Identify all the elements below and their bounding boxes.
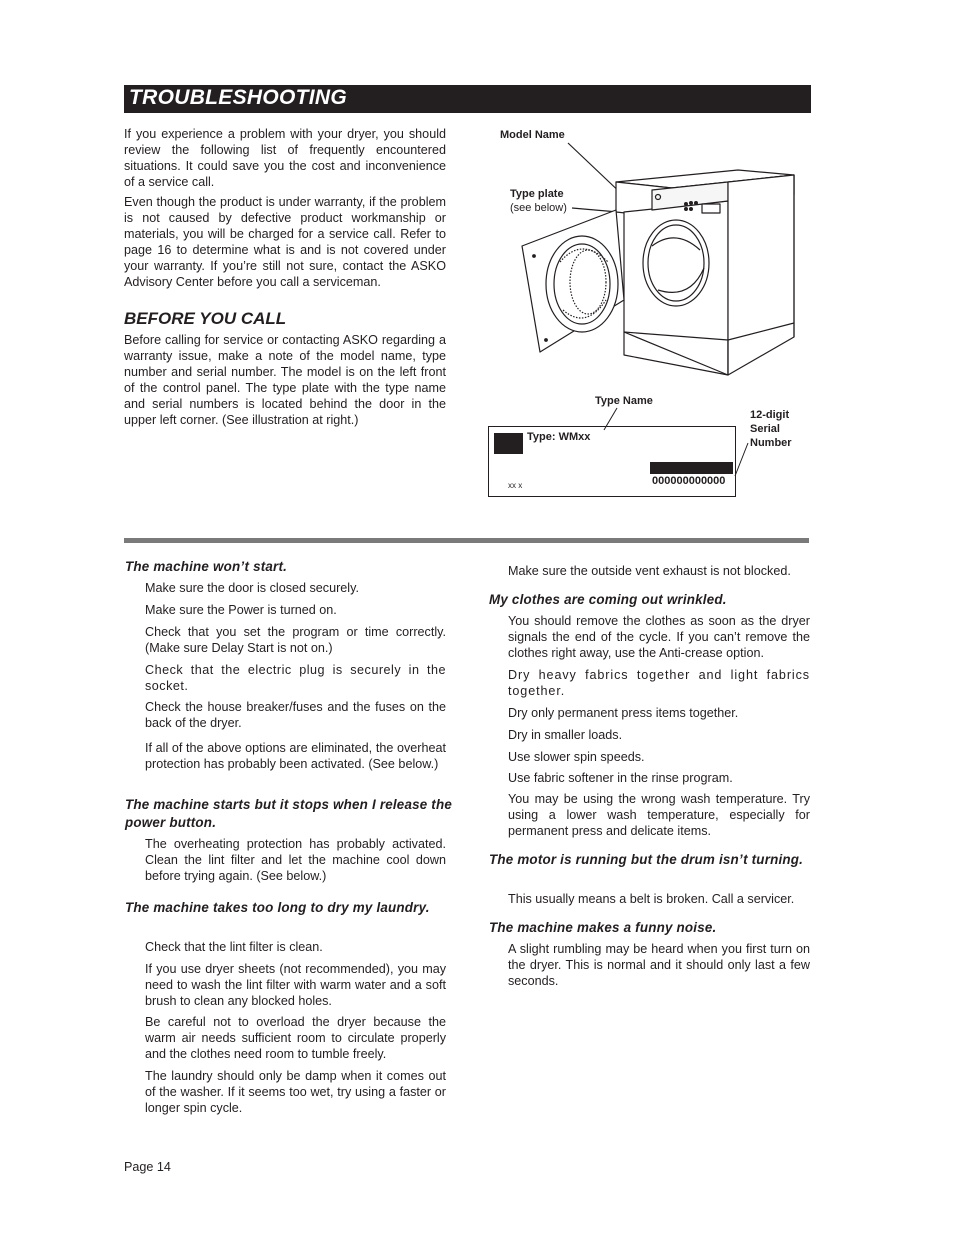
before-you-call-heading: BEFORE YOU CALL — [124, 309, 287, 328]
page-number: Page 14 — [124, 1160, 171, 1174]
list-item: Check that you set the program or time correctly. (Make sure Delay Start is not on.) — [145, 625, 446, 655]
heading-too-long: The machine takes too long to dry my laundry. — [125, 900, 430, 915]
dryer-illustration — [480, 120, 810, 390]
list-item: Use slower spin speeds. — [508, 750, 645, 764]
list-item: You may be using the wrong wash temperature. Try using a lower wash temperature, especially for permanent press and delicate items. — [508, 792, 810, 838]
heading-drum-not-turning: The motor is running but the drum isn’t turning. — [489, 852, 804, 867]
list-item: You should remove the clothes as soon as the dryer signals the end of the cycle. If you can’t remove the clothes right away, use the Anti-crease option. — [508, 614, 810, 660]
list-item: Check that the electric plug is securely in the socket. — [145, 663, 446, 693]
list-item: Dry in smaller loads. — [508, 728, 623, 742]
list-item: The laundry should only be damp when it comes out of the washer. If it seems too wet, try using a faster or longer spin cycle. — [145, 1069, 446, 1115]
title-bar — [124, 85, 811, 113]
model-name-label: Model Name — [500, 129, 565, 141]
intro-paragraph-2: Even though the product is under warranty, if the problem is not caused by defective product workmanship or materials, you will be charged for a service call. Refer to page 16 to determine what is and is not covered under your warranty. If you’re still not sure, contact the ASKO Advisory Center before you call a serviceman. — [124, 195, 446, 289]
list-item: Use fabric softener in the rinse program. — [508, 771, 733, 785]
heading-wont-start: The machine won’t start. — [125, 559, 288, 574]
list-item: Be careful not to overload the dryer because the warm air needs sufficient room to circulate properly and the clothes need room to tumble freely. — [145, 1015, 446, 1061]
serial-number-label: 12-digit Serial Number — [750, 409, 792, 449]
type-plate-sublabel: (see below) — [510, 202, 567, 214]
list-item: Make sure the Power is turned on. — [145, 603, 337, 617]
plate-logo-block — [494, 433, 523, 454]
plate-type-text: Type: WMxx — [527, 431, 591, 443]
page-title: TROUBLESHOOTING — [129, 86, 347, 109]
before-you-call-body: Before calling for service or contacting ASKO regarding a warranty issue, make a note of the model name, type number and serial number. The model is on the left front of the control panel. The type plate with the type name and serial numbers is located behind the door in the upper left corner. (See illustration at right.) — [124, 333, 446, 427]
list-item: Check the house breaker/fuses and the fuses on the back of the dryer. — [145, 700, 446, 730]
heading-funny-noise: The machine makes a funny noise. — [489, 920, 717, 935]
plate-serial-number: 000000000000 — [652, 475, 726, 487]
plate-leader-lines — [590, 400, 750, 500]
heading-wrinkled: My clothes are coming out wrinkled. — [489, 592, 727, 607]
intro-paragraph-1: If you experience a problem with your dryer, you should review the following list of frequently encountered situations. It could save you the cost and inconvenience of a service call. — [124, 127, 446, 189]
list-item: A slight rumbling may be heard when you first turn on the dryer. This is normal and it should only last a few seconds. — [508, 942, 810, 988]
list-item: If you use dryer sheets (not recommended), you may need to wash the lint filter with warm water and a soft brush to clean any blocked holes. — [145, 962, 446, 1008]
list-item: Dry only permanent press items together. — [508, 706, 739, 720]
list-item: Make sure the door is closed securely. — [145, 581, 359, 595]
list-item: This usually means a belt is broken. Call a servicer. — [508, 892, 795, 906]
list-item: Make sure the outside vent exhaust is not blocked. — [508, 564, 791, 578]
plate-small-text: xx x — [508, 481, 523, 490]
list-item: Check that the lint filter is clean. — [145, 940, 323, 954]
list-item: The overheating protection has probably activated. Clean the lint filter and let the machine cool down before trying again. (See below.) — [145, 837, 446, 883]
type-plate-label: Type plate — [510, 188, 564, 200]
section-divider — [124, 538, 809, 543]
heading-stops-on-release: The machine starts but it stops when I release the power button. — [125, 797, 452, 830]
list-item: If all of the above options are eliminated, the overheat protection has probably been activated. (See below.) — [145, 741, 446, 771]
list-item: Dry heavy fabrics together and light fabrics together. — [508, 668, 810, 698]
type-name-label: Type Name — [595, 395, 653, 407]
